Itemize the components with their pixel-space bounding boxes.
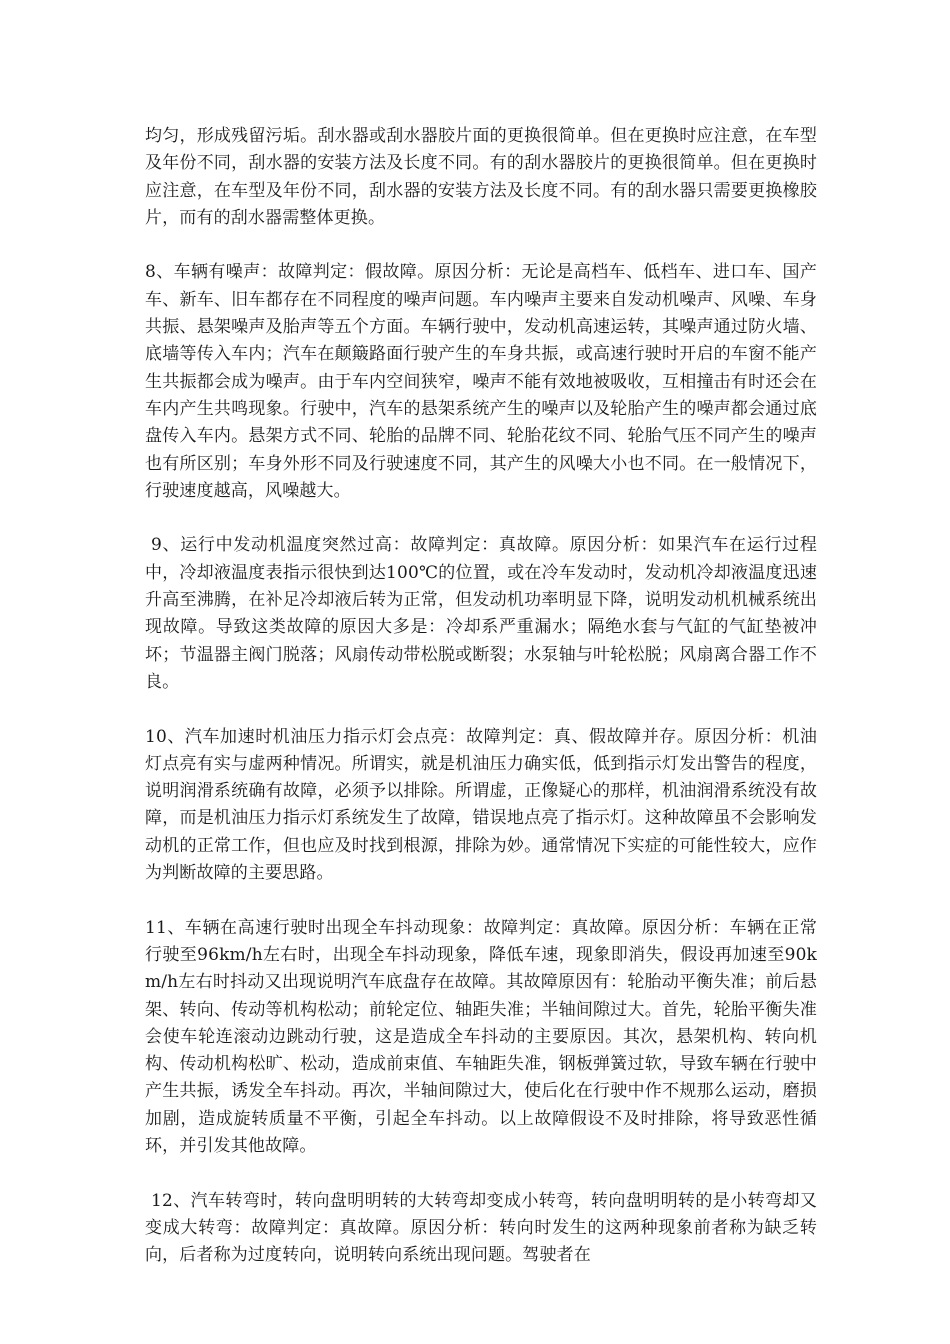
paragraph-wiper-continued: 均匀，形成残留污垢。刮水器或刮水器胶片面的更换很简单。但在更换时应注意，在车型及年份不同，刮水器的安装方法及长度不同。有的刮水器胶片的更换很简单。但在更换时应注意，在车型及年份不同，刮水器的安装方法及长度不同。有的刮水器只需要更换橡胶片，而有的刮水器需整体更换。 [145,126,817,228]
paragraph-item-9-engine-overheat: 9、运行中发动机温度突然过高：故障判定：真故障。原因分析：如果汽车在运行过程中，冷却液温度表指示很快到达100℃的位置，或在冷车发动时，发动机冷却液温度迅速升高至沸腾，在补足冷却液后转为正常，但发动机功率明显下降，说明发动机机械系统出现故障。导致这类故障的原因大多是：冷却系严重漏水；隔绝水套与气缸的气缸垫被冲坏；节温器主阀门脱落；风扇传动带松脱或断裂；水泵轴与叶轮松脱；风扇离合器工作不良。 [145,535,817,692]
paragraph-item-8-noise: 8、车辆有噪声：故障判定：假故障。原因分析：无论是高档车、低档车、进口车、国产车、新车、旧车都存在不同程度的噪声问题。车内噪声主要来自发动机噪声、风噪、车身共振、悬架噪声及胎声等五个方面。车辆行驶中，发动机高速运转，其噪声通过防火墙、底墙等传入车内；汽车在颠簸路面行驶产生的车身共振，或高速行驶时开启的车窗不能产生共振都会成为噪声。由于车内空间狭窄，噪声不能有效地被吸收，互相撞击有时还会在车内产生共鸣现象。行驶中，汽车的悬架系统产生的噪声以及轮胎产生的噪声都会通过底盘传入车内。悬架方式不同、轮胎的品牌不同、轮胎花纹不同、轮胎气压不同产生的噪声也有所区别；车身外形不同及行驶速度不同，其产生的风噪大小也不同。在一般情况下，行驶速度越高，风噪越大。 [145,262,817,501]
paragraph-item-12-steering: 12、汽车转弯时，转向盘明明转的大转弯却变成小转弯，转向盘明明转的是小转弯却又变成大转弯：故障判定：真故障。原因分析：转向时发生的这两种现象前者称为缺乏转向，后者称为过度转向，说明转向系统出现问题。驾驶者在 [145,1190,817,1266]
document-body [145,123,817,1297]
paragraph-item-10-oil-pressure-light: 10、汽车加速时机油压力指示灯会点亮：故障判定：真、假故障并存。原因分析：机油灯点亮有实与虚两种情况。所谓实，就是机油压力确实低，低到指示灯发出警告的程度，说明润滑系统确有故障，必须予以排除。所谓虚，正像疑心的那样，机油润滑系统没有故障，而是机油压力指示灯系统发生了故障，错误地点亮了指示灯。这种故障虽不会影响发动机的正常工作，但也应及时找到根源，排除为妙。通常情况下实症的可能性较大，应作为判断故障的主要思路。 [145,726,817,884]
paragraph-item-11-vehicle-shake: 11、车辆在高速行驶时出现全车抖动现象：故障判定：真故障。原因分析：车辆在正常行驶至96km/h左右时，出现全车抖动现象，降低车速，现象即消失，假设再加速至90km/h左右时抖动又出现说明汽车底盘存在故障。其故障原因有：轮胎动平衡失准；前后悬架、转向、传动等机构松动；前轮定位、轴距失准；半轴间隙过大。首先，轮胎平衡失准会使车轮连滚动边跳动行驶，这是造成全车抖动的主要原因。其次，悬架机构、转向机构、传动机构松旷、松动，造成前束值、车轴距失准，钢板弹簧过软，导致车辆在行驶中产生共振，诱发全车抖动。再次，半轴间隙过大，使后化在行驶中作不规那么运动，磨损加剧，造成旋转质量不平衡，引起全车抖动。以上故障假设不及时排除，将导致恶性循环，并引发其他故障。 [145,917,817,1156]
